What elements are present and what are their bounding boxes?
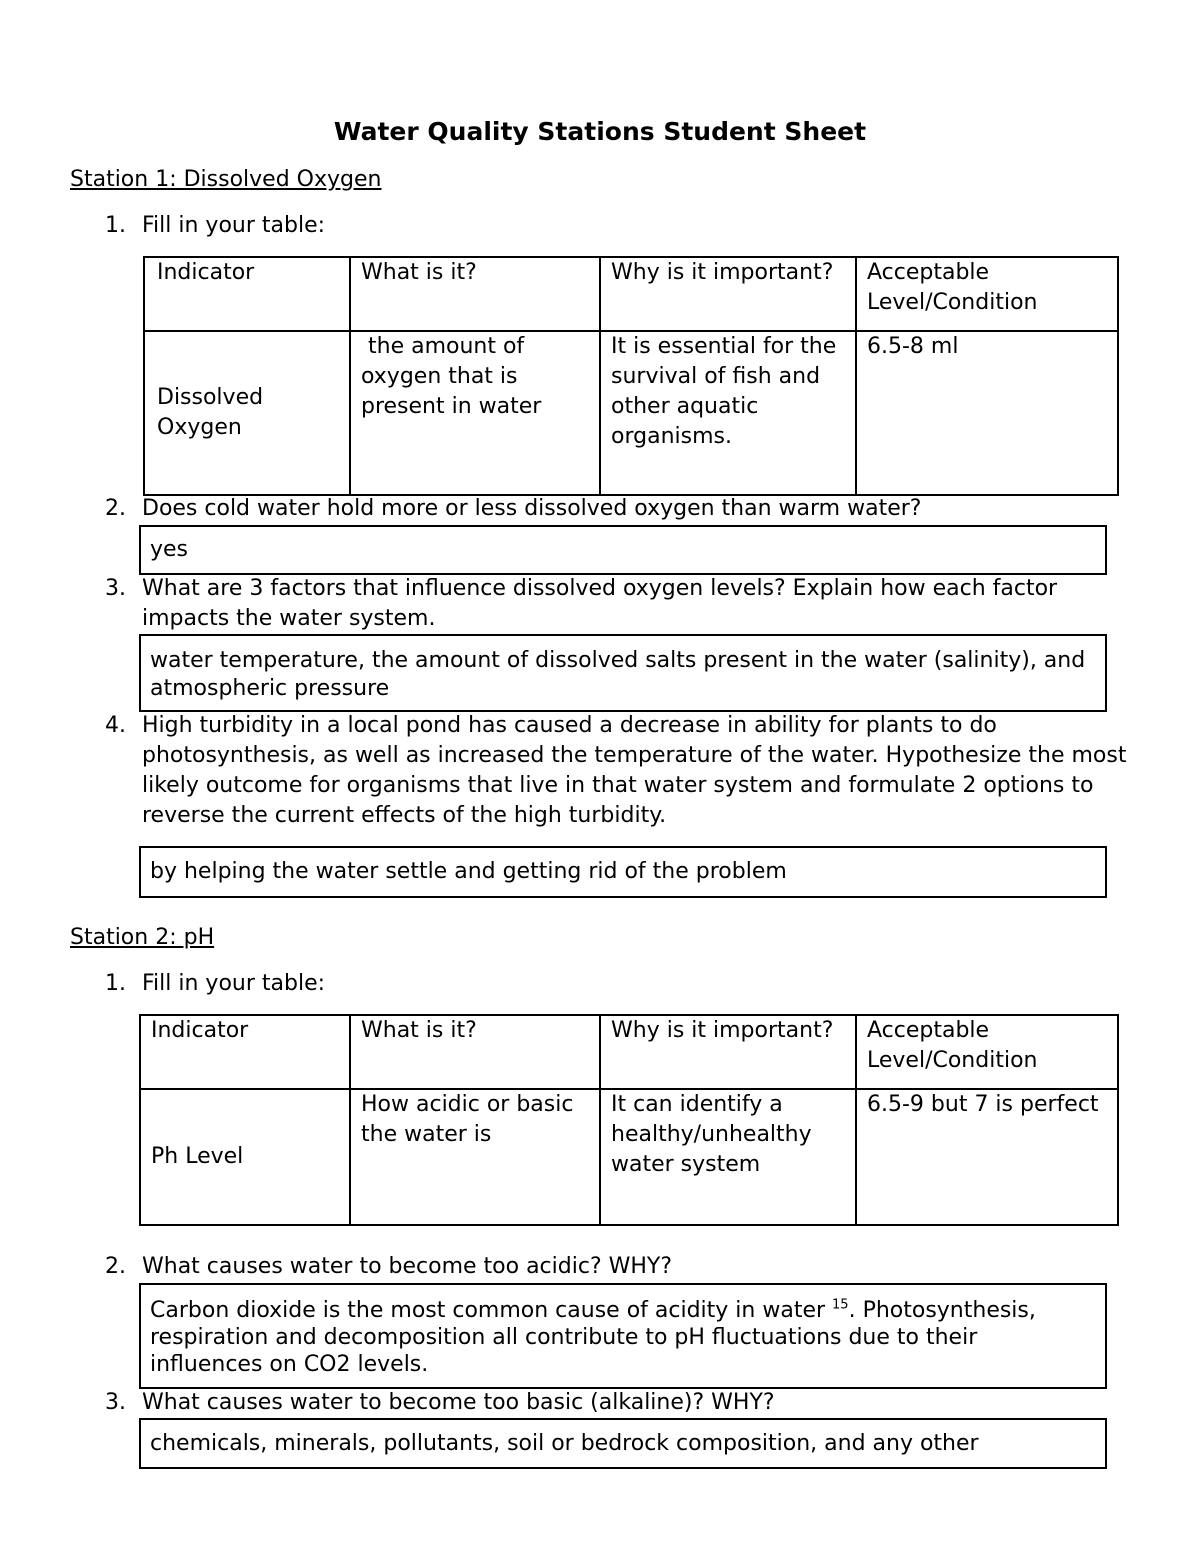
s1-cell-what: the amount of oxygen that is present in water xyxy=(350,331,600,495)
station1-heading: Station 1: Dissolved Oxygen xyxy=(70,167,382,192)
s1-q2-answer-box[interactable] xyxy=(139,525,1107,575)
s1-q4-answer-box[interactable] xyxy=(139,846,1107,898)
s1-header-level: Acceptable Level/Condition xyxy=(856,257,1118,331)
s2-q1-number: 1. xyxy=(105,971,126,996)
s2-q1-text: Fill in your table: xyxy=(142,971,326,996)
s2-cell-indicator: Ph Level xyxy=(140,1089,350,1225)
s1-q3-text: What are 3 factors that influence dissolved oxygen levels? Explain how each factor impacts the water system. xyxy=(142,576,1058,631)
s2-header-why: Why is it important? xyxy=(600,1015,856,1089)
s1-q2-answer: yes xyxy=(150,537,189,562)
s1-q4-answer: by helping the water settle and getting rid of the problem xyxy=(150,859,787,884)
s1-q3-number: 3. xyxy=(105,576,126,601)
s2-q2-answer-part2: . Photosynthesis, respiration and decomposition all contribute to pH fluctuations due to their influences on CO2 levels. xyxy=(150,1298,1036,1377)
s2-header-indicator: Indicator xyxy=(140,1015,350,1089)
station2-heading: Station 2: pH xyxy=(70,925,215,950)
s2-q2-answer-box[interactable] xyxy=(139,1283,1107,1389)
s1-q1-number: 1. xyxy=(105,213,126,238)
s1-cell-level: 6.5-8 ml xyxy=(856,331,1118,495)
s2-q2-text: What causes water to become too acidic? WHY? xyxy=(142,1254,673,1279)
s2-cell-level: 6.5-9 but 7 is perfect xyxy=(856,1089,1118,1225)
s1-q4-number: 4. xyxy=(105,713,126,738)
s2-cell-what: How acidic or basic the water is xyxy=(350,1089,600,1225)
s1-q3-answer-box[interactable] xyxy=(139,634,1107,712)
s2-q3-number: 3. xyxy=(105,1390,126,1415)
s2-q3-text: What causes water to become too basic (alkaline)? WHY? xyxy=(142,1390,775,1415)
s2-header-level: Acceptable Level/Condition xyxy=(856,1015,1118,1089)
s1-cell-why: It is essential for the survival of fish and other aquatic organisms. xyxy=(600,331,856,495)
s2-q2-answer-part1: Carbon dioxide is the most common cause of acidity in water xyxy=(150,1298,833,1323)
s2-q3-answer-box[interactable] xyxy=(139,1418,1107,1469)
s1-header-indicator: Indicator xyxy=(144,257,350,331)
s2-table xyxy=(139,1014,1119,1226)
s1-q2-number: 2. xyxy=(105,496,126,521)
page-title: Water Quality Stations Student Sheet xyxy=(333,117,867,146)
s2-q2-answer-footnote: 15 xyxy=(832,1297,849,1313)
s1-header-why: Why is it important? xyxy=(600,257,856,331)
s1-q2-text: Does cold water hold more or less dissolved oxygen than warm water? xyxy=(142,496,922,521)
s2-cell-why: It can identify a healthy/unhealthy water system xyxy=(600,1089,856,1225)
s2-q2-number: 2. xyxy=(105,1254,126,1279)
s2-q3-answer: chemicals, minerals, pollutants, soil or bedrock composition, and any other xyxy=(150,1431,979,1456)
s1-q3-answer: water temperature, the amount of dissolved salts present in the water (salinity), and atmospheric pressure xyxy=(150,648,1086,701)
s1-table xyxy=(143,256,1119,496)
s1-q1-text: Fill in your table: xyxy=(142,213,326,238)
s2-header-what: What is it? xyxy=(350,1015,600,1089)
s1-cell-indicator: Dissolved Oxygen xyxy=(144,331,350,495)
s1-header-what: What is it? xyxy=(350,257,600,331)
s1-q4-text: High turbidity in a local pond has caused a decrease in ability for plants to do photosynthesis, as well as increased the temperature of the water. Hypothesize the most likely outcome for organisms that live in that water system and formulate 2 options to reverse the current effects of the high turbidity. xyxy=(142,713,1127,828)
